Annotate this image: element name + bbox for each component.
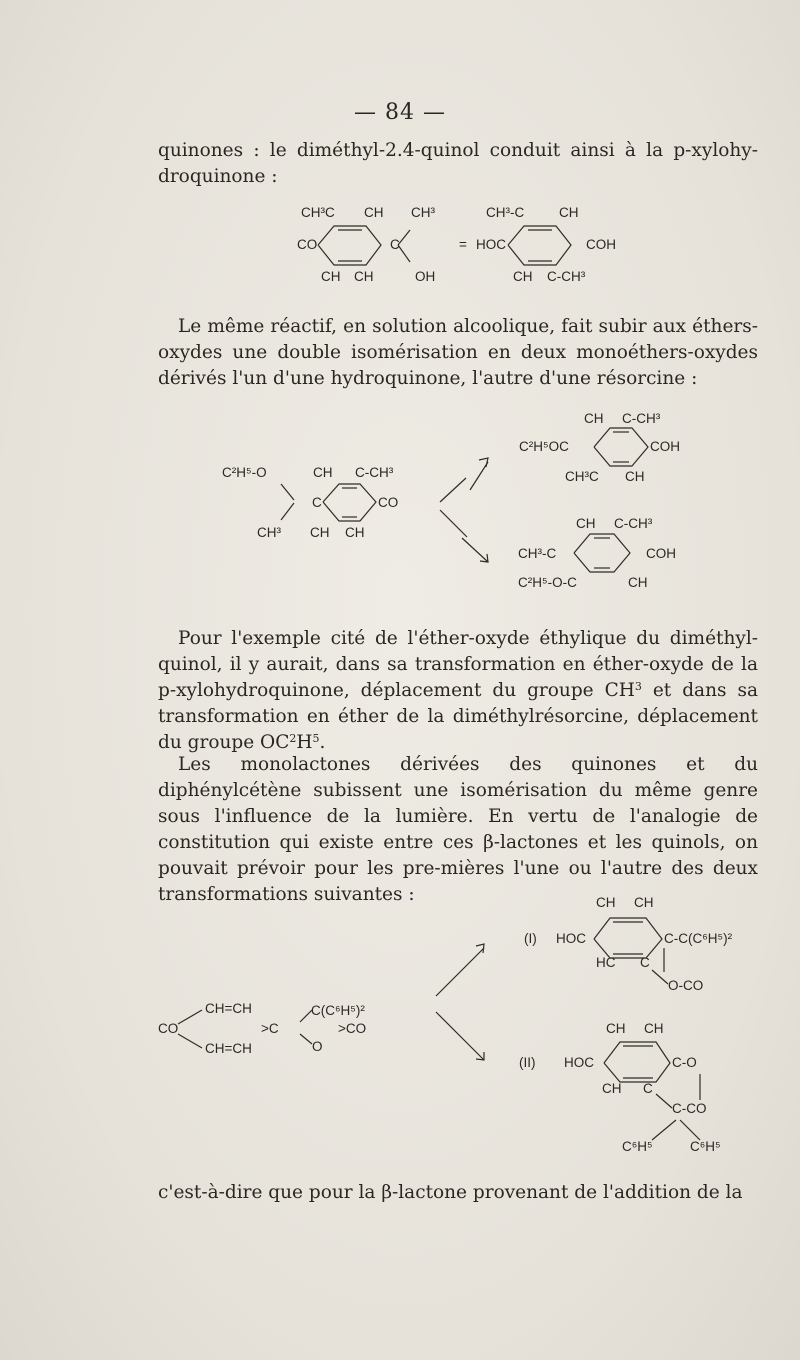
f1-l-top2: CH [364,205,384,220]
f2-l-bot3: CH [345,525,365,540]
page-number: — 84 — [354,100,446,125]
f2-l-top2: CH [313,465,333,480]
f3-ii-label: (II) [519,1055,536,1070]
f2-l-bot1: CH³ [257,525,281,540]
f1-l-bot2: CH [354,269,374,284]
f3-ii-ph2: C⁶H⁵ [690,1139,721,1154]
f2-b-top2: C-CH³ [614,516,653,531]
f1-l-co: CO [297,237,318,252]
f1-r-top2: CH [559,205,579,220]
f1-eq: = [459,237,467,252]
f2-a-bot2: CH [625,469,645,484]
f3-i-top2: CH [634,895,654,910]
f3-l-c: >C [261,1021,279,1036]
f3-l-co2: >CO [338,1021,367,1036]
f2-b-left: CH³-C [518,546,557,561]
f3-i-right: C-C(C⁶H⁵)² [664,931,733,946]
f1-l-top1: CH³C [301,205,335,220]
f2-b-bot1: C²H⁵-O-C [518,575,577,590]
f2-l-bot2: CH [310,525,330,540]
paragraph-1: quinones : le diméthyl-2.4-quinol conduit ainsi à la p-xylohy-droquinone : [158,140,758,187]
f1-r-bot2: C-CH³ [547,269,586,284]
f3-ii-cco: C-CO [672,1101,707,1116]
f2-b-right: COH [646,546,676,561]
f2-a-top2: C-CH³ [622,411,661,426]
f3-l-co: CO [158,1021,179,1036]
f3-i-oco: O-CO [668,978,704,993]
f1-r-hoc: HOC [476,237,506,252]
f3-i-label: (I) [524,931,537,946]
f2-l-top3: C-CH³ [355,465,394,480]
f1-r-coh: COH [586,237,616,252]
f1-r-top1: CH³-C [486,205,525,220]
paragraph-5: c'est-à-dire que pour la β-lactone provenant de l'addition de la [158,1182,743,1203]
f1-l-top3: CH³ [411,205,435,220]
f3-l-cc: C(C⁶H⁵)² [311,1003,365,1018]
f1-r-bot1: CH [513,269,533,284]
f1-l-bot3: OH [415,269,436,284]
f3-i-bot1: HC [596,955,616,970]
f3-ii-bot1: CH [602,1081,622,1096]
f3-ii-bot2: C [643,1081,653,1096]
f3-ii-hoc: HOC [564,1055,594,1070]
f3-ii-top2: CH [644,1021,664,1036]
paragraph-3-part-b: et dans sa transformation en éther de la diméthylrésorcine, déplacement du groupe OC [158,680,758,753]
sup-5: 5 [312,732,320,745]
f2-b-bot2: CH [628,575,648,590]
f3-ii-ph1: C⁶H⁵ [622,1139,653,1154]
f3-i-top1: CH [596,895,616,910]
f3-ii-right: C-O [672,1055,697,1070]
f2-b-top1: CH [576,516,596,531]
f2-l-co: CO [378,495,399,510]
paragraph-3-part-d: . [319,732,326,753]
paragraph-3-part-c: H [296,732,313,753]
paragraph-3-part-a: Pour l'exemple cité de l'éther-oxyde éthylique du diméthyl-quinol, il y aurait, dans sa transformation en éther-oxyde de la p-xylohydroquinone, déplacement du groupe CH [158,628,758,701]
f3-i-bot2: C [640,955,650,970]
f1-l-c: C [390,237,400,252]
f2-a-left: C²H⁵OC [519,439,569,454]
f2-l-top1: C²H⁵-O [222,465,267,480]
f2-l-c: C [312,495,322,510]
f3-ii-top1: CH [606,1021,626,1036]
f3-i-hoc: HOC [556,931,586,946]
sup-3: 3 [634,680,642,693]
f3-l-ch2: CH=CH [205,1041,252,1056]
f3-l-ch1: CH=CH [205,1001,252,1016]
f2-a-bot1: CH³C [565,469,599,484]
f1-l-bot1: CH [321,269,341,284]
sup-2: 2 [289,732,297,745]
f2-a-right: COH [650,439,680,454]
paragraph-4: Les monolactones dérivées des quinones et du diphénylcétène subissent une isomérisation du même genre sous l'influence de la lumière. En vertu de l'analogie de constitution qui existe entre ces β-lactones et les quinols, on pouvait prévoir pour les pre-mières l'une ou l'autre des deux transformations suivantes : [158,754,758,905]
f2-a-top1: CH [584,411,604,426]
f3-l-o: O [312,1039,323,1054]
paragraph-2: Le même réactif, en solution alcoolique, fait subir aux éthers-oxydes une double isomérisation en deux monoéthers-oxydes dérivés l'un d'une hydroquinone, l'autre d'une résorcine : [158,316,758,389]
